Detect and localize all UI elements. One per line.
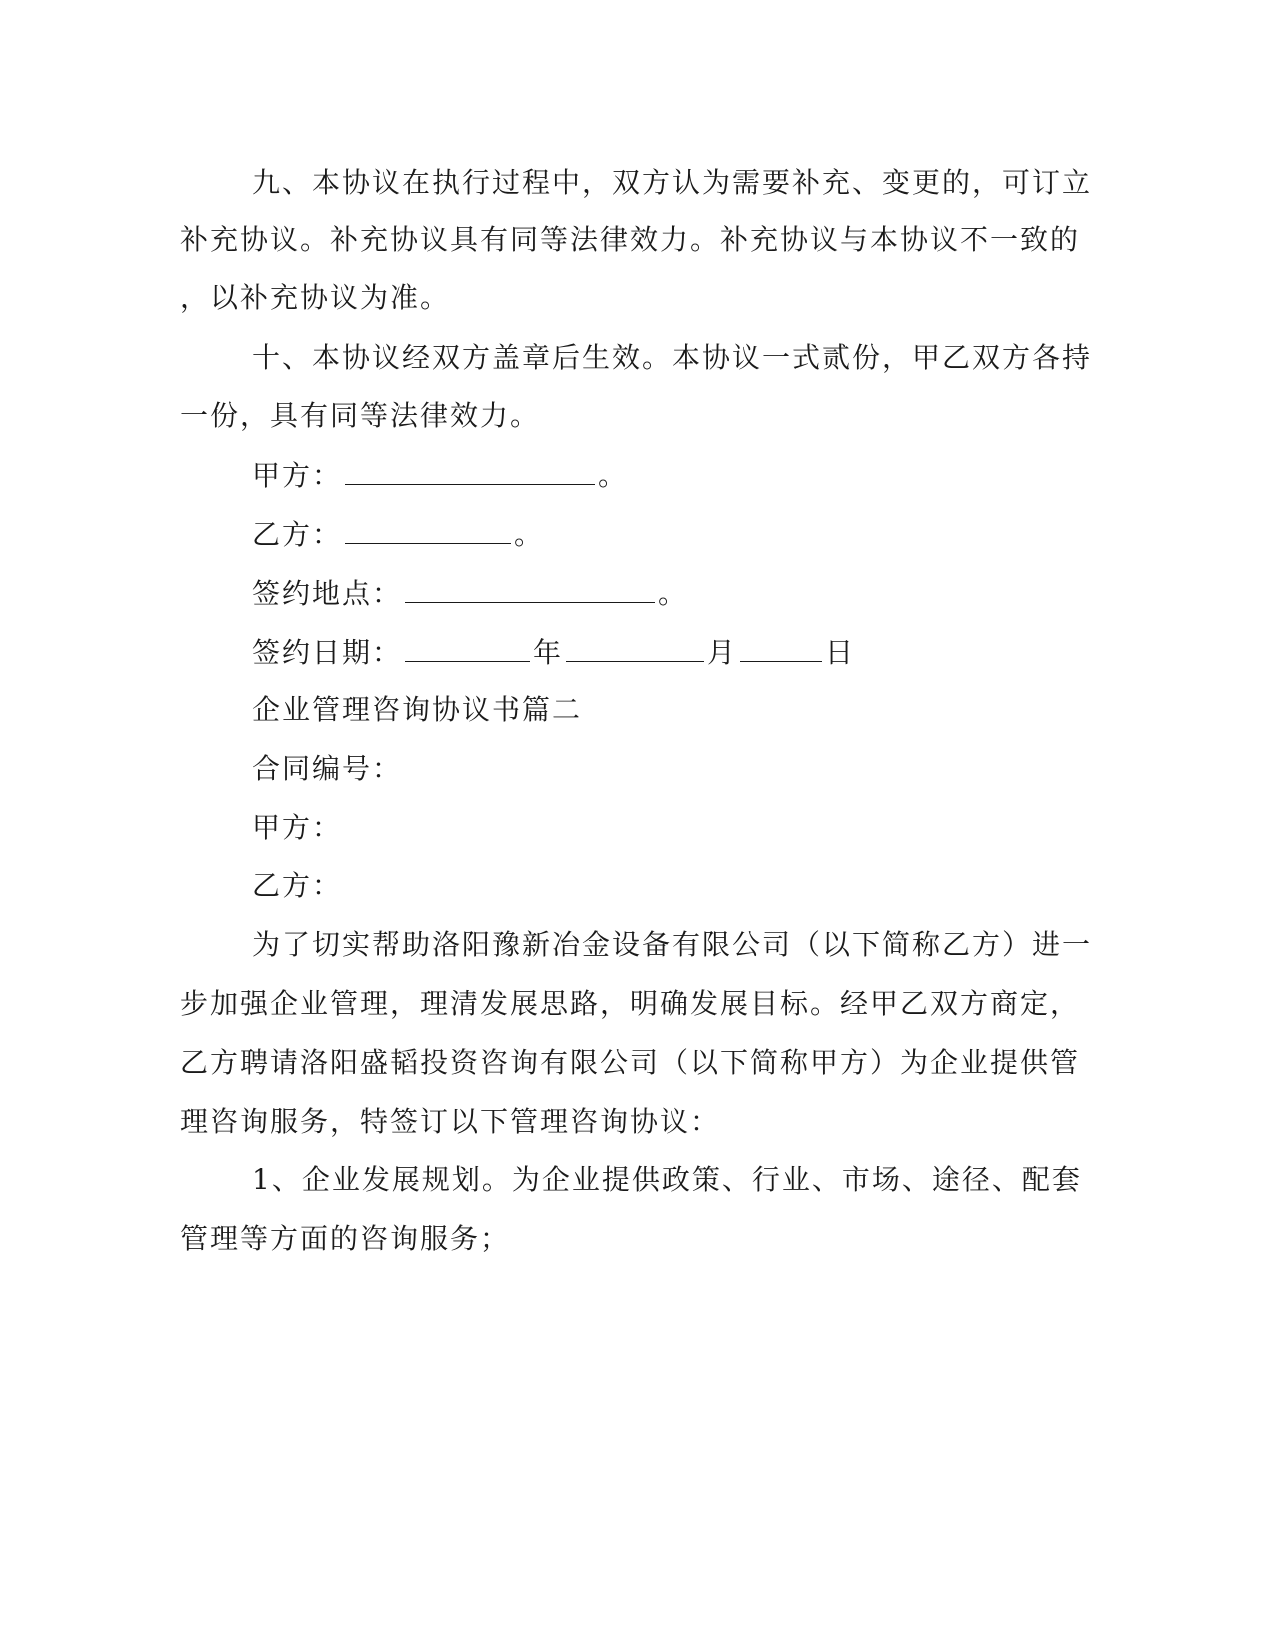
signing-date-row [252, 635, 855, 671]
intro-line-4: 理咨询服务，特签订以下管理咨询协议： [180, 1105, 721, 1138]
signing-place-label: 签约地点： [252, 577, 403, 610]
clause-9-line-3: ，以补充协议为准。 [180, 281, 451, 314]
section-2-party-a-label: 甲方： [252, 811, 343, 844]
period: 。 [598, 459, 629, 492]
month-blank[interactable] [566, 635, 704, 662]
party-b-blank[interactable] [345, 517, 511, 544]
period: 。 [658, 577, 689, 610]
day-label: 日 [825, 636, 856, 669]
clause-10-line-2: 一份，具有同等法律效力。 [180, 399, 541, 432]
intro-line-3: 乙方聘请洛阳盛韬投资咨询有限公司（以下简称甲方）为企业提供管 [180, 1046, 1081, 1079]
clause-10-line-1: 十、本协议经双方盖章后生效。本协议一式贰份，甲乙双方各持 [252, 341, 1093, 374]
month-label: 月 [707, 636, 738, 669]
intro-line-2: 步加强企业管理，理清发展思路，明确发展目标。经甲乙双方商定， [180, 987, 1081, 1020]
clause-9-line-2: 补充协议。补充协议具有同等法律效力。补充协议与本协议不一致的 [180, 223, 1081, 256]
party-b-signature-row [252, 517, 544, 553]
signing-place-row [252, 576, 688, 612]
party-a-signature-row [252, 458, 628, 494]
signing-date-label: 签约日期： [252, 636, 403, 669]
intro-line-1: 为了切实帮助洛阳豫新冶金设备有限公司（以下简称乙方）进一 [252, 928, 1093, 961]
party-a-blank[interactable] [345, 458, 595, 485]
party-b-label: 乙方： [252, 518, 343, 551]
period: 。 [514, 518, 545, 551]
section-2-party-b-label: 乙方： [252, 869, 343, 902]
party-a-label: 甲方： [252, 459, 343, 492]
year-label: 年 [533, 636, 564, 669]
year-blank[interactable] [405, 635, 530, 662]
item-1-line-2: 管理等方面的咨询服务； [180, 1222, 511, 1255]
signing-place-blank[interactable] [405, 576, 655, 603]
clause-9-line-1: 九、本协议在执行过程中，双方认为需要补充、变更的，可订立 [252, 166, 1093, 199]
section-2-title: 企业管理咨询协议书篇二 [252, 693, 583, 726]
contract-number-label: 合同编号： [252, 752, 403, 785]
item-1-line-1: 1、企业发展规划。为企业提供政策、行业、市场、途径、配套 [252, 1163, 1082, 1196]
day-blank[interactable] [740, 635, 822, 662]
